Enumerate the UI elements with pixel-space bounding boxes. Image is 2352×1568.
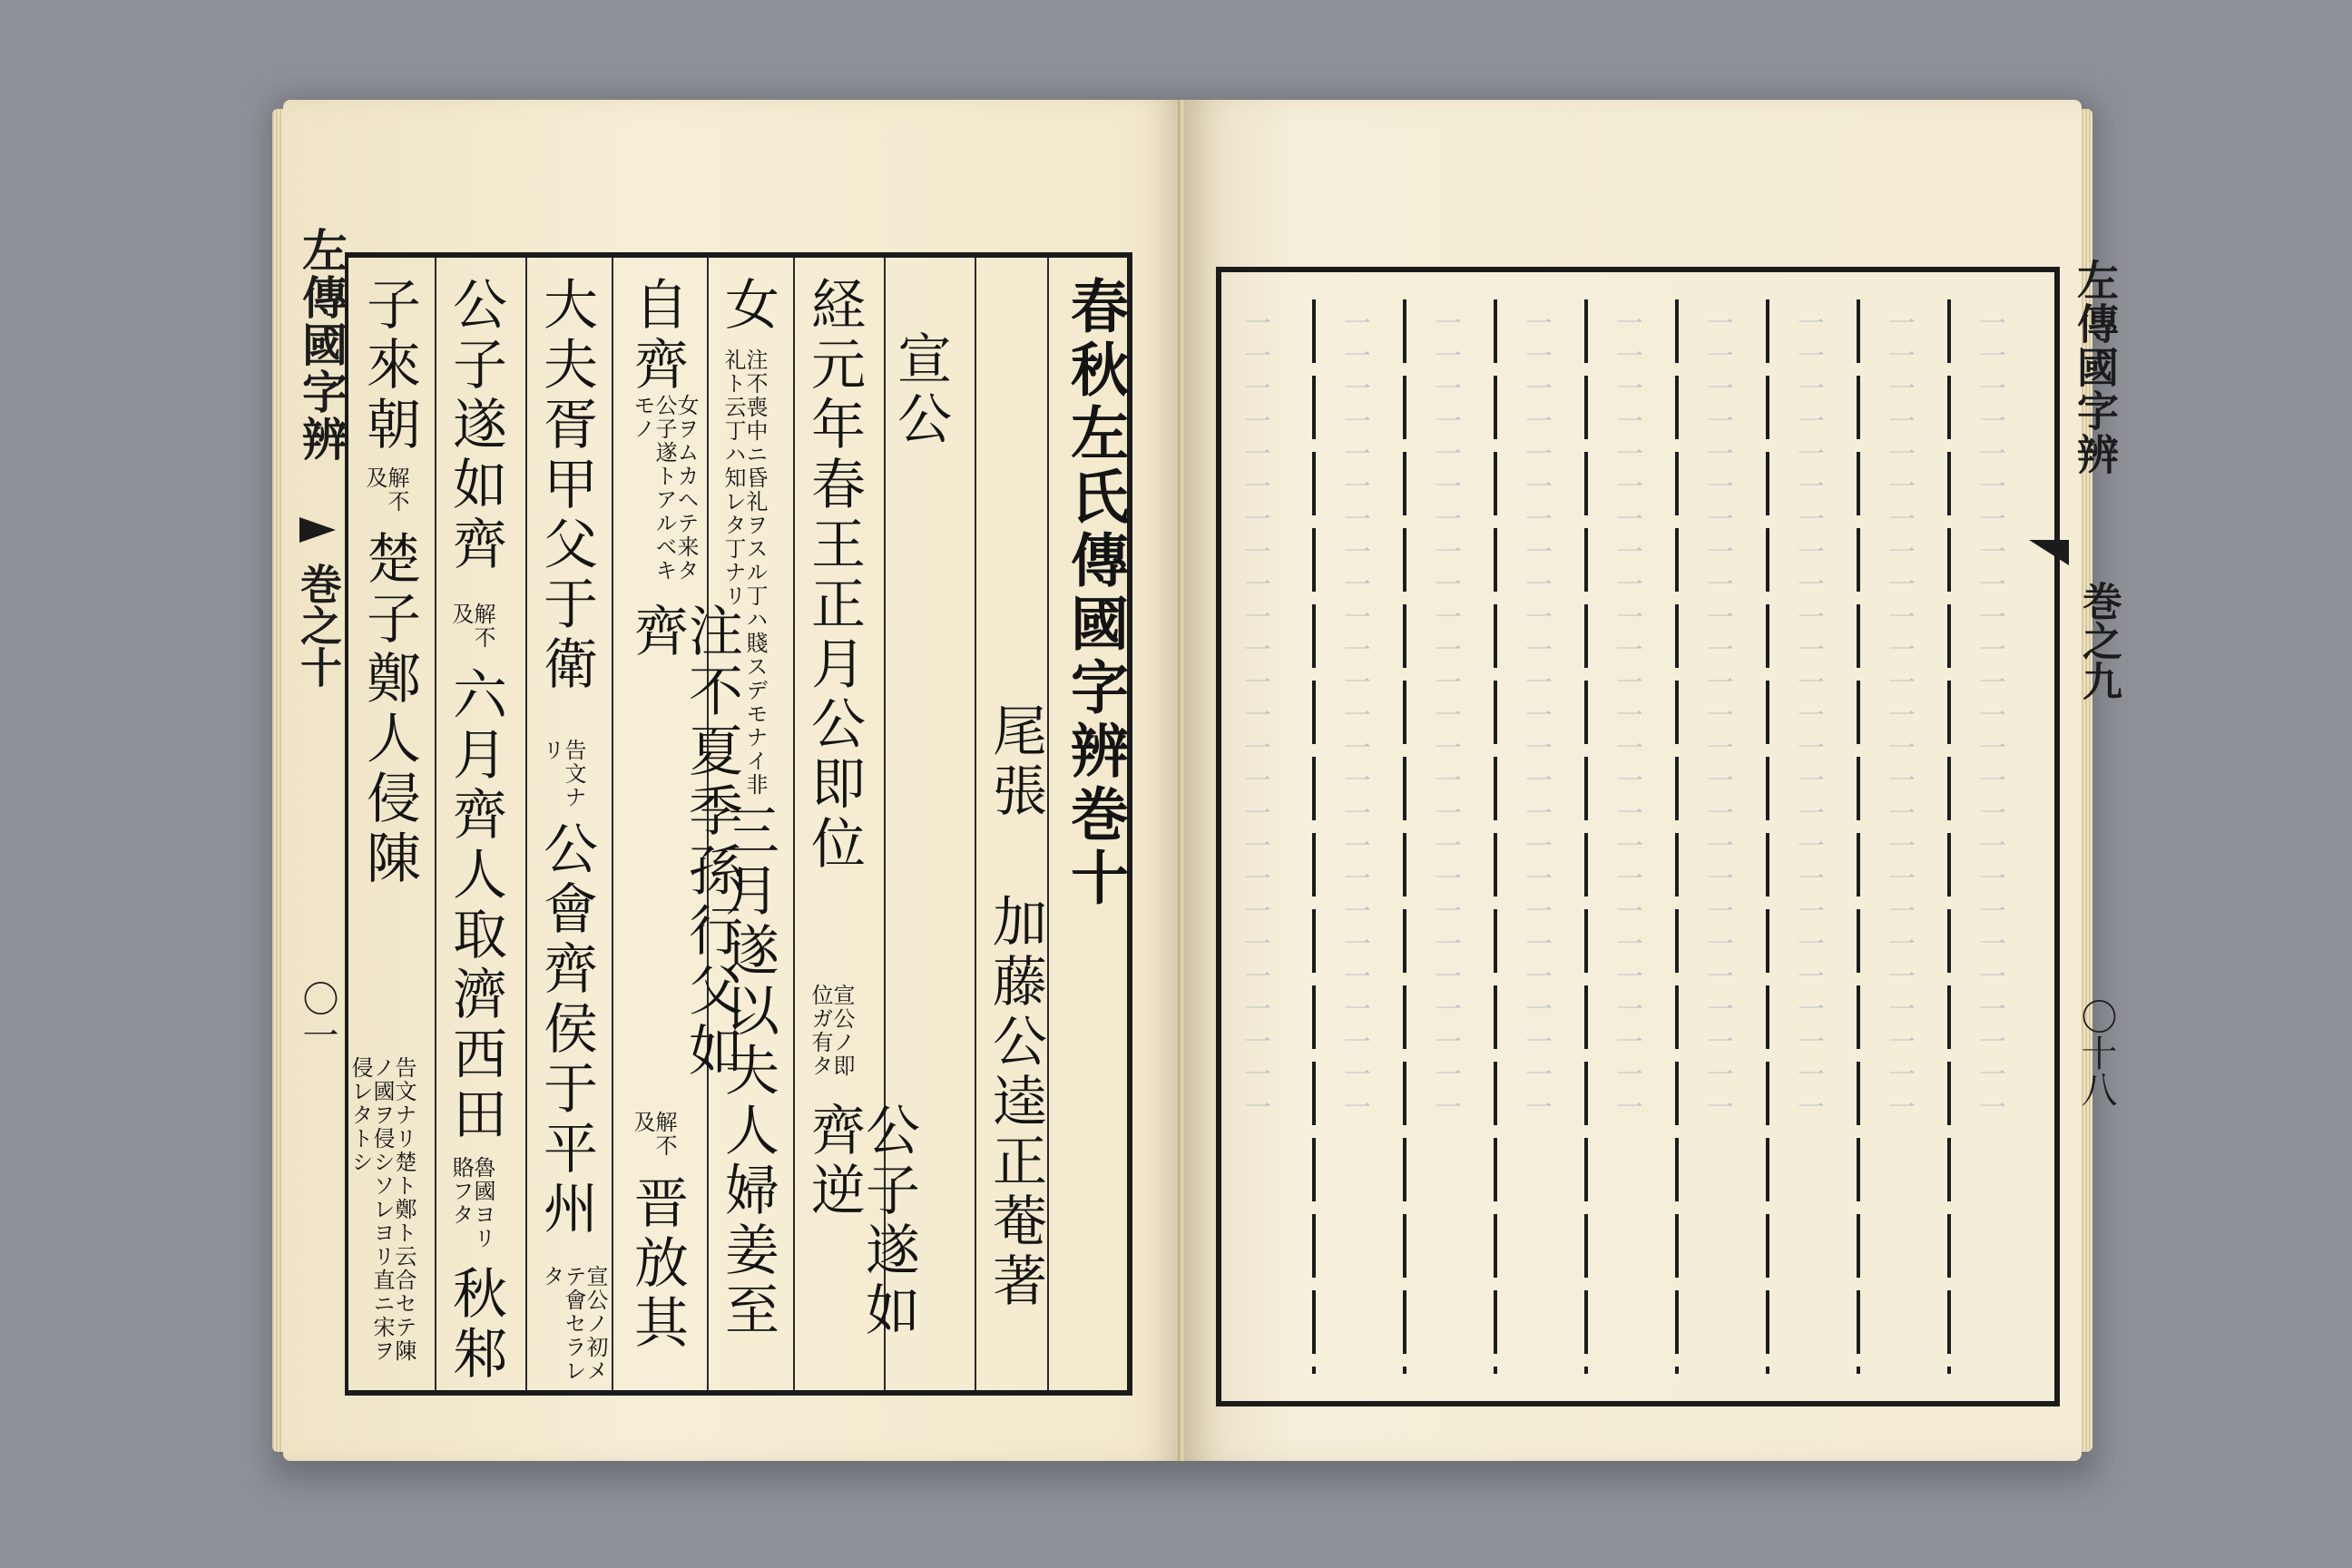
bleed-through-text: 一一一一一一一一一一一一一一一一一一一一一一一一一 bbox=[1883, 309, 1915, 1125]
column-rule bbox=[612, 258, 613, 1390]
text-column-5-gloss2: 魯國ヨリ賂フタ bbox=[448, 1156, 495, 1250]
text-column-3-gloss: 女ヲムカヘテ来タ公子遂トアルベキモノ bbox=[630, 394, 699, 583]
bleed-through-text: 一一一一一一一一一一一一一一一一一一一一一一一一一 bbox=[1792, 309, 1824, 1125]
bleed-through-text: 一一一一一一一一一一一一一一一一一一一一一一一一一 bbox=[1701, 309, 1733, 1125]
author-name: 加藤公逵正菴著 bbox=[984, 893, 1047, 1312]
right-margin-volume: 巻之九 bbox=[2075, 581, 2122, 701]
left-margin-page-number: 〇一 bbox=[297, 980, 338, 1053]
left-margin-volume: 巻之十 bbox=[294, 563, 343, 688]
left-text-frame bbox=[345, 252, 1132, 1396]
column-rule bbox=[1403, 299, 1406, 1374]
text-column-4-gloss2: 宣公ノ初メテ會セラレタ bbox=[539, 1265, 608, 1383]
text-column-2-gloss: 注不喪中ニ昏礼ヲスル丁ハ賤スデモナイ非礼ト云丁ハ知レタ丁ナリ bbox=[720, 348, 768, 797]
text-column-6-gloss: 解不及 bbox=[362, 466, 409, 514]
section-heading: 宣公 bbox=[888, 330, 952, 450]
column-rule bbox=[1584, 299, 1588, 1374]
bleed-through-text: 一一一一一一一一一一一一一一一一一一一一一一一一一 bbox=[1611, 309, 1642, 1125]
column-rule bbox=[1947, 299, 1951, 1374]
text-column-1-main: 経元年春王正月公即位 bbox=[802, 276, 866, 875]
column-rule bbox=[525, 258, 527, 1390]
text-column-3-main: 自齊 bbox=[625, 276, 689, 396]
right-margin-title: 左傳國字辨 bbox=[2071, 259, 2120, 476]
column-rule bbox=[1312, 299, 1316, 1374]
column-rule bbox=[1047, 258, 1049, 1390]
text-column-2-main2: 三月遂以夫人婦姜至 bbox=[716, 802, 779, 1341]
text-column-3-main2: 注不夏季孫行父如齊 bbox=[625, 603, 743, 1082]
text-column-6-gloss2: 告文ナリ楚ト鄭ト云合セテ陳ノ國ヲ侵シソレヨリ直ニ宋ヲ侵レタトシ bbox=[348, 1056, 416, 1363]
column-rule bbox=[975, 258, 976, 1390]
text-column-5-gloss: 解不及 bbox=[448, 603, 495, 650]
column-rule bbox=[1675, 299, 1679, 1374]
text-column-4-main: 大夫胥甲父于衛 bbox=[534, 276, 598, 695]
left-margin-title: 左傳國字辨 bbox=[295, 227, 348, 463]
text-column-5-main2: 六月齊人取濟西田 bbox=[444, 666, 507, 1145]
right-margin-page-number: 〇十八 bbox=[2075, 998, 2117, 1107]
text-column-5-main3: 秋邾 bbox=[444, 1265, 507, 1385]
column-rule bbox=[1766, 299, 1769, 1374]
bleed-through-text: 一一一一一一一一一一一一一一一一一一一一一一一一一 bbox=[1429, 309, 1461, 1125]
column-rule bbox=[793, 258, 795, 1390]
right-text-frame bbox=[1216, 267, 2060, 1406]
bleed-through-text: 一一一一一一一一一一一一一一一一一一一一一一一一一 bbox=[1520, 309, 1552, 1125]
text-column-6-main2: 楚子鄭人侵陳 bbox=[358, 530, 421, 889]
author-place: 尾張 bbox=[984, 702, 1047, 822]
book-title: 春秋左氏傳國字辨巻十 bbox=[1061, 276, 1129, 911]
text-column-4-gloss: 告文ナリ bbox=[539, 739, 586, 809]
text-column-5-main: 公子遂如齊 bbox=[444, 276, 507, 575]
text-column-2-main: 女 bbox=[716, 276, 779, 336]
text-column-6-main: 子來朝 bbox=[358, 276, 421, 456]
text-column-4-main2: 公會齊侯于平州 bbox=[534, 820, 598, 1240]
column-rule bbox=[435, 258, 436, 1390]
text-column-3-main3: 晋放其 bbox=[625, 1174, 689, 1354]
text-column-1-gloss: 宣公ノ即位ガ有タ bbox=[808, 984, 855, 1078]
column-rule bbox=[1494, 299, 1497, 1374]
bleed-through-text: 一一一一一一一一一一一一一一一一一一一一一一一一一 bbox=[1974, 309, 2005, 1125]
text-column-1-main2: 公子遂如齊逆 bbox=[802, 1102, 920, 1341]
column-rule bbox=[1857, 299, 1860, 1374]
bleed-through-text: 一一一一一一一一一一一一一一一一一一一一一一一一一 bbox=[1338, 309, 1370, 1125]
bleed-through-text: 一一一一一一一一一一一一一一一一一一一一一一一一一 bbox=[1239, 309, 1270, 1125]
text-column-3-gloss2: 解不及 bbox=[630, 1111, 677, 1158]
